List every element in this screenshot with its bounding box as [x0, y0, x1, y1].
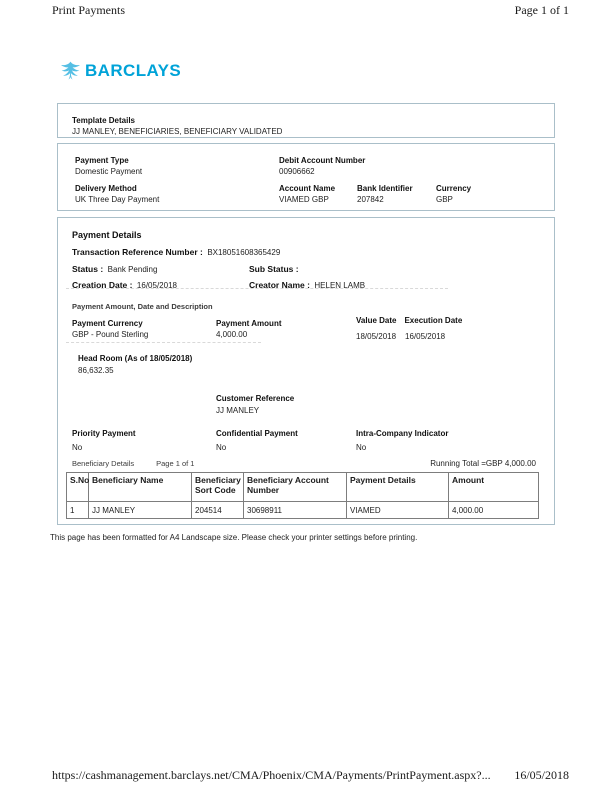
head-room-label: Head Room (As of 18/05/2018): [78, 354, 193, 363]
cell-sno: 1: [67, 502, 89, 519]
payment-currency-label: Payment Currency: [72, 319, 143, 328]
barclays-wordmark: BARCLAYS: [85, 60, 182, 80]
currency-label: Currency: [436, 184, 472, 193]
priority-payment-value: No: [72, 443, 83, 452]
bank-identifier-label: Bank Identifier: [357, 184, 413, 193]
priority-payment-label: Priority Payment: [72, 429, 136, 438]
col-header-amount: Amount: [449, 473, 539, 502]
print-header-page-number: Page 1 of 1: [514, 3, 569, 17]
template-details-box: [57, 103, 555, 138]
transaction-reference-value: BX18051608365429: [207, 248, 281, 257]
sub-status-label: Sub Status :: [249, 264, 299, 274]
creator-name-label: Creator Name :: [249, 280, 310, 290]
payment-currency-value: GBP - Pound Sterling: [72, 330, 149, 339]
debit-account-number-value: 00906662: [279, 167, 315, 176]
value-date-value: 18/05/2018: [356, 332, 397, 341]
currency-value: GBP: [436, 195, 453, 204]
customer-reference-label: Customer Reference: [216, 394, 295, 403]
print-header: [52, 3, 569, 18]
confidential-payment-label: Confidential Payment: [216, 429, 298, 438]
col-header-payment-details: Payment Details: [347, 473, 449, 502]
printer-settings-note: This page has been formatted for A4 Landscape size. Please check your printer settings before printing.: [50, 533, 418, 542]
head-room-value: 86,632.35: [78, 366, 114, 375]
cell-beneficiary-sort-code: 204514: [192, 502, 244, 519]
delivery-method-value: UK Three Day Payment: [75, 195, 160, 204]
transaction-reference-label: Transaction Reference Number :: [72, 247, 203, 257]
payment-details-box: [57, 217, 555, 525]
confidential-payment-value: No: [216, 443, 227, 452]
bank-identifier-value: 207842: [357, 195, 384, 204]
print-footer-date: 16/05/2018: [514, 768, 569, 782]
amount-section-label: Payment Amount, Date and Description: [72, 302, 213, 311]
payment-amount-value: 4,000.00: [216, 330, 248, 339]
barclays-eagle-icon: [60, 60, 81, 81]
payment-type-label: Payment Type: [75, 156, 129, 165]
beneficiary-table: [66, 472, 539, 519]
col-header-beneficiary-account-number: Beneficiary Account Number: [244, 473, 347, 502]
value-date-label: Value Date: [356, 316, 397, 325]
execution-date-value: 16/05/2018: [405, 332, 446, 341]
creation-date-value: 16/05/2018: [136, 281, 177, 290]
cell-payment-details: VIAMED: [347, 502, 449, 519]
running-total: Running Total =GBP 4,000.00: [430, 459, 536, 468]
account-name-label: Account Name: [279, 184, 336, 193]
col-header-sno: S.No: [67, 473, 89, 502]
intra-company-indicator-label: Intra-Company Indicator: [356, 429, 449, 438]
beneficiary-details-header: [72, 459, 536, 468]
payment-type-box: [57, 143, 555, 211]
delivery-method-label: Delivery Method: [75, 184, 137, 193]
cell-beneficiary-name: JJ MANLEY: [89, 502, 192, 519]
template-details-label: Template Details: [72, 116, 135, 125]
barclays-logo: [60, 60, 181, 81]
print-footer: [52, 768, 569, 783]
headroom-divider: [66, 342, 261, 343]
creation-date-label: Creation Date :: [72, 280, 133, 290]
customer-reference-value: JJ MANLEY: [216, 406, 260, 415]
execution-date-label: Execution Date: [404, 316, 463, 325]
beneficiary-page-info: Page 1 of 1: [156, 459, 195, 468]
creator-name-value: HELEN LAMB: [314, 281, 366, 290]
beneficiary-table-row: [67, 502, 539, 519]
col-header-beneficiary-name: Beneficiary Name: [89, 473, 192, 502]
intra-company-indicator-value: No: [356, 443, 367, 452]
cell-amount: 4,000.00: [449, 502, 539, 519]
debit-account-number-label: Debit Account Number: [279, 156, 366, 165]
status-label: Status :: [72, 264, 104, 274]
payment-type-value: Domestic Payment: [75, 167, 143, 176]
print-footer-url: https://cashmanagement.barclays.net/CMA/Phoenix/CMA/Payments/PrintPayment.aspx?...: [52, 768, 491, 782]
col-header-beneficiary-sort-code: Beneficiary Sort Code: [192, 473, 244, 502]
cell-beneficiary-account-number: 30698911: [244, 502, 347, 519]
section-divider: [66, 288, 448, 289]
template-details-value: JJ MANLEY, BENEFICIARIES, BENEFICIARY VALIDATED: [72, 127, 283, 136]
print-header-title: Print Payments: [52, 3, 126, 17]
payment-details-title: Payment Details: [72, 230, 142, 240]
beneficiary-table-header-row: [67, 473, 539, 502]
beneficiary-details-label: Beneficiary Details: [72, 459, 135, 468]
status-value: Bank Pending: [107, 265, 158, 274]
account-name-value: VIAMED GBP: [279, 195, 329, 204]
payment-amount-label: Payment Amount: [216, 319, 282, 328]
